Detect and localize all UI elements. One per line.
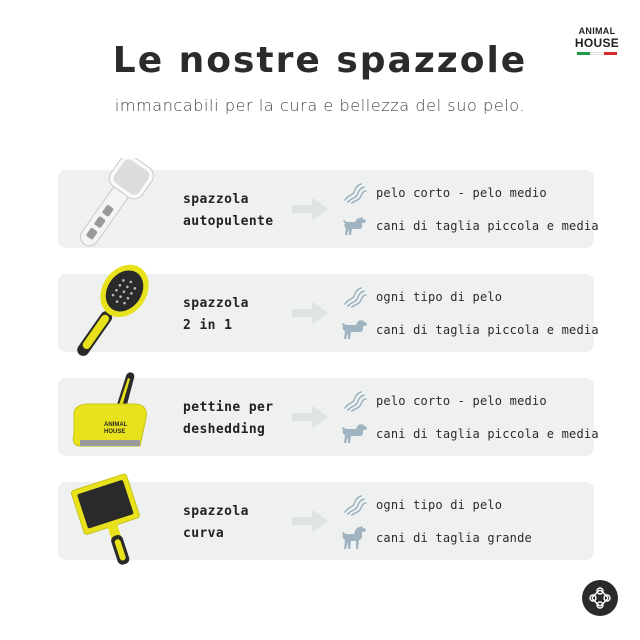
product-name-line2: curva bbox=[183, 526, 225, 541]
product-name-line2: autopulente bbox=[183, 214, 274, 229]
product-name bbox=[183, 293, 298, 337]
product-name bbox=[183, 397, 298, 441]
product-name-line2: 2 in 1 bbox=[183, 318, 233, 333]
two-in-one-brush-image bbox=[56, 262, 166, 362]
feature-text: cani di taglia grande bbox=[376, 531, 532, 545]
product-name-line2: deshedding bbox=[183, 422, 266, 437]
feature-dog-size bbox=[342, 215, 599, 237]
feature-fur-type bbox=[342, 494, 502, 516]
slicker-brush-image bbox=[56, 470, 166, 570]
feature-dog-size bbox=[342, 423, 599, 445]
arrow-right-icon bbox=[290, 404, 330, 430]
feature-text: pelo corto - pelo medio bbox=[376, 394, 547, 408]
fur-wave-icon bbox=[342, 182, 368, 204]
feature-text: ogni tipo di pelo bbox=[376, 290, 503, 304]
arrow-right-icon bbox=[290, 508, 330, 534]
svg-text:ANIMAL: ANIMAL bbox=[104, 422, 128, 428]
feature-text: cani di taglia piccola e media bbox=[376, 427, 599, 441]
fur-wave-icon bbox=[342, 390, 368, 412]
svg-text:HOUSE: HOUSE bbox=[104, 429, 126, 435]
feature-fur-type bbox=[342, 390, 547, 412]
feature-text: cani di taglia piccola e media bbox=[376, 323, 599, 337]
feature-text: cani di taglia piccola e media bbox=[376, 219, 599, 233]
knot-logo-icon bbox=[582, 580, 618, 616]
medium-dog-icon bbox=[342, 423, 368, 445]
product-name bbox=[183, 501, 298, 545]
brand-line2: HOUSE bbox=[574, 36, 620, 50]
product-card-deshedding[interactable] bbox=[58, 378, 599, 456]
medium-dog-icon bbox=[342, 319, 368, 341]
feature-text: pelo corto - pelo medio bbox=[376, 186, 547, 200]
arrow-right-icon bbox=[290, 196, 330, 222]
product-name bbox=[183, 189, 298, 233]
product-card-curva[interactable] bbox=[58, 482, 594, 560]
product-name-line1: spazzola bbox=[183, 504, 249, 519]
self-cleaning-brush-image bbox=[56, 158, 166, 258]
feature-dog-size bbox=[342, 527, 532, 549]
product-name-line1: pettine per bbox=[183, 400, 274, 415]
page-title: Le nostre spazzole bbox=[112, 40, 528, 81]
fur-wave-icon bbox=[342, 494, 368, 516]
feature-dog-size bbox=[342, 319, 599, 341]
product-name-line1: spazzola bbox=[183, 192, 249, 207]
product-name-line1: spazzola bbox=[183, 296, 249, 311]
page-subtitle: immancabili per la cura e bellezza del suo pelo. bbox=[114, 96, 526, 115]
feature-fur-type bbox=[342, 182, 547, 204]
small-dog-icon bbox=[342, 215, 368, 237]
deshedding-comb-image bbox=[56, 366, 166, 466]
product-card-autopulente[interactable] bbox=[58, 170, 599, 248]
large-dog-icon bbox=[342, 527, 368, 549]
product-card-2in1[interactable] bbox=[58, 274, 599, 352]
feature-text: ogni tipo di pelo bbox=[376, 498, 503, 512]
brand-line1: ANIMAL bbox=[578, 26, 616, 36]
arrow-right-icon bbox=[290, 300, 330, 326]
feature-fur-type bbox=[342, 286, 502, 308]
fur-wave-icon bbox=[342, 286, 368, 308]
